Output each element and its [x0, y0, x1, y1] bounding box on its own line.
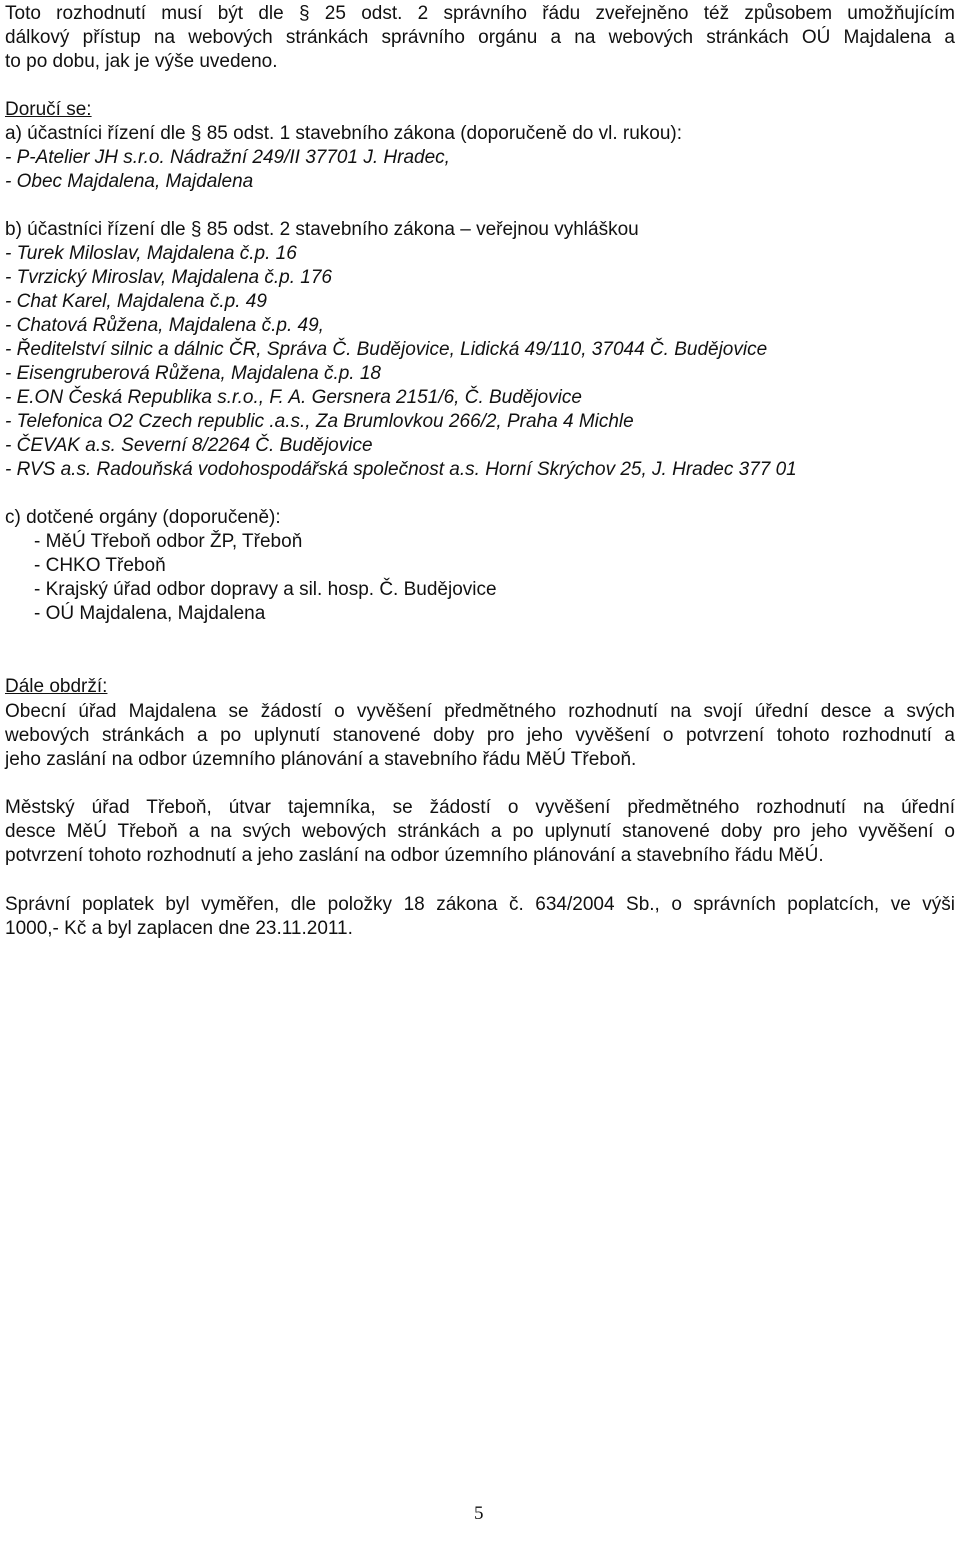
page-number: 5: [474, 1503, 484, 1524]
section-b-item: - E.ON Česká Republika s.r.o., F. A. Gersnera 2151/6, Č. Budějovice: [5, 387, 582, 408]
section-a-item: - Obec Majdalena, Majdalena: [5, 171, 254, 192]
intro-line-2: dálkový přístup na webových stránkách správního orgánu a na webových stránkách OÚ Majdalena a: [5, 27, 955, 48]
section-b-item: - Chat Karel, Majdalena č.p. 49: [5, 291, 267, 312]
section-c-item: - CHKO Třeboň: [34, 555, 166, 576]
section-b-title: b) účastníci řízení dle § 85 odst. 2 stavebního zákona – veřejnou vyhláškou: [5, 219, 639, 240]
dale-p2-line: desce MěÚ Třeboň a na svých webových stránkách a po uplynutí stanovené doby pro jeho vyvěšení o: [5, 821, 955, 842]
section-b-item: - Turek Miloslav, Majdalena č.p. 16: [5, 243, 297, 264]
section-a-title: a) účastníci řízení dle § 85 odst. 1 stavebního zákona (doporučeně do vl. rukou):: [5, 123, 683, 144]
dale-p1-line: jeho zaslání na odbor územního plánování a stavebního řádu MěÚ Třeboň.: [5, 749, 637, 770]
dale-p1-line: Obecní úřad Majdalena se žádostí o vyvěšení předmětného rozhodnutí na svojí úřední desce a svých: [5, 701, 955, 722]
dale-p1-line: webových stránkách a po uplynutí stanovené doby pro jeho vyvěšení o potvrzení tohoto rozhodnutí a: [5, 725, 955, 746]
section-b-item: - ČEVAK a.s. Severní 8/2264 Č. Budějovice: [5, 435, 373, 456]
poplatek-line: 1000,- Kč a byl zaplacen dne 23.11.2011.: [5, 918, 353, 939]
section-b-item: - RVS a.s. Radouňská vodohospodářská společnost a.s. Horní Skrýchov 25, J. Hradec 377 01: [5, 459, 797, 480]
section-b-item: - Chatová Růžena, Majdalena č.p. 49,: [5, 315, 324, 336]
section-b-item: - Eisengruberová Růžena, Majdalena č.p. 18: [5, 363, 382, 384]
section-c-item: - OÚ Majdalena, Majdalena: [34, 603, 266, 624]
section-c-item: - Krajský úřad odbor dopravy a sil. hosp. Č. Budějovice: [34, 579, 497, 600]
section-b-item: - Ředitelství silnic a dálnic ČR, Správa Č. Budějovice, Lidická 49/110, 37044 Č. Budějovice: [5, 339, 768, 360]
dale-p2-line: potvrzení tohoto rozhodnutí a jeho zaslání na odbor územního plánování a stavebního řádu MěÚ.: [5, 845, 824, 866]
intro-line-3: to po dobu, jak je výše uvedeno.: [5, 51, 278, 72]
intro-line-1: Toto rozhodnutí musí být dle § 25 odst. 2 správního řádu zveřejněno též způsobem umožňujícím: [5, 3, 955, 24]
dale-p2-line: Městský úřad Třeboň, útvar tajemníka, se žádostí o vyvěšení předmětného rozhodnutí na úřední: [5, 797, 955, 818]
section-b-item: - Tvrzický Miroslav, Majdalena č.p. 176: [5, 267, 332, 288]
dale-heading: Dále obdrží:: [5, 676, 108, 697]
section-c-title: c) dotčené orgány (doporučeně):: [5, 507, 281, 528]
section-c-item: - MěÚ Třeboň odbor ŽP, Třeboň: [34, 531, 303, 552]
section-a-item: - P-Atelier JH s.r.o. Nádražní 249/II 37701 J. Hradec,: [5, 147, 450, 168]
section-b-item: - Telefonica O2 Czech republic .a.s., Za Brumlovkou 266/2, Praha 4 Michle: [5, 411, 634, 432]
poplatek-line: Správní poplatek byl vyměřen, dle položky 18 zákona č. 634/2004 Sb., o správních poplatcích, ve výši: [5, 894, 955, 915]
doruci-heading: Doručí se:: [5, 99, 92, 120]
